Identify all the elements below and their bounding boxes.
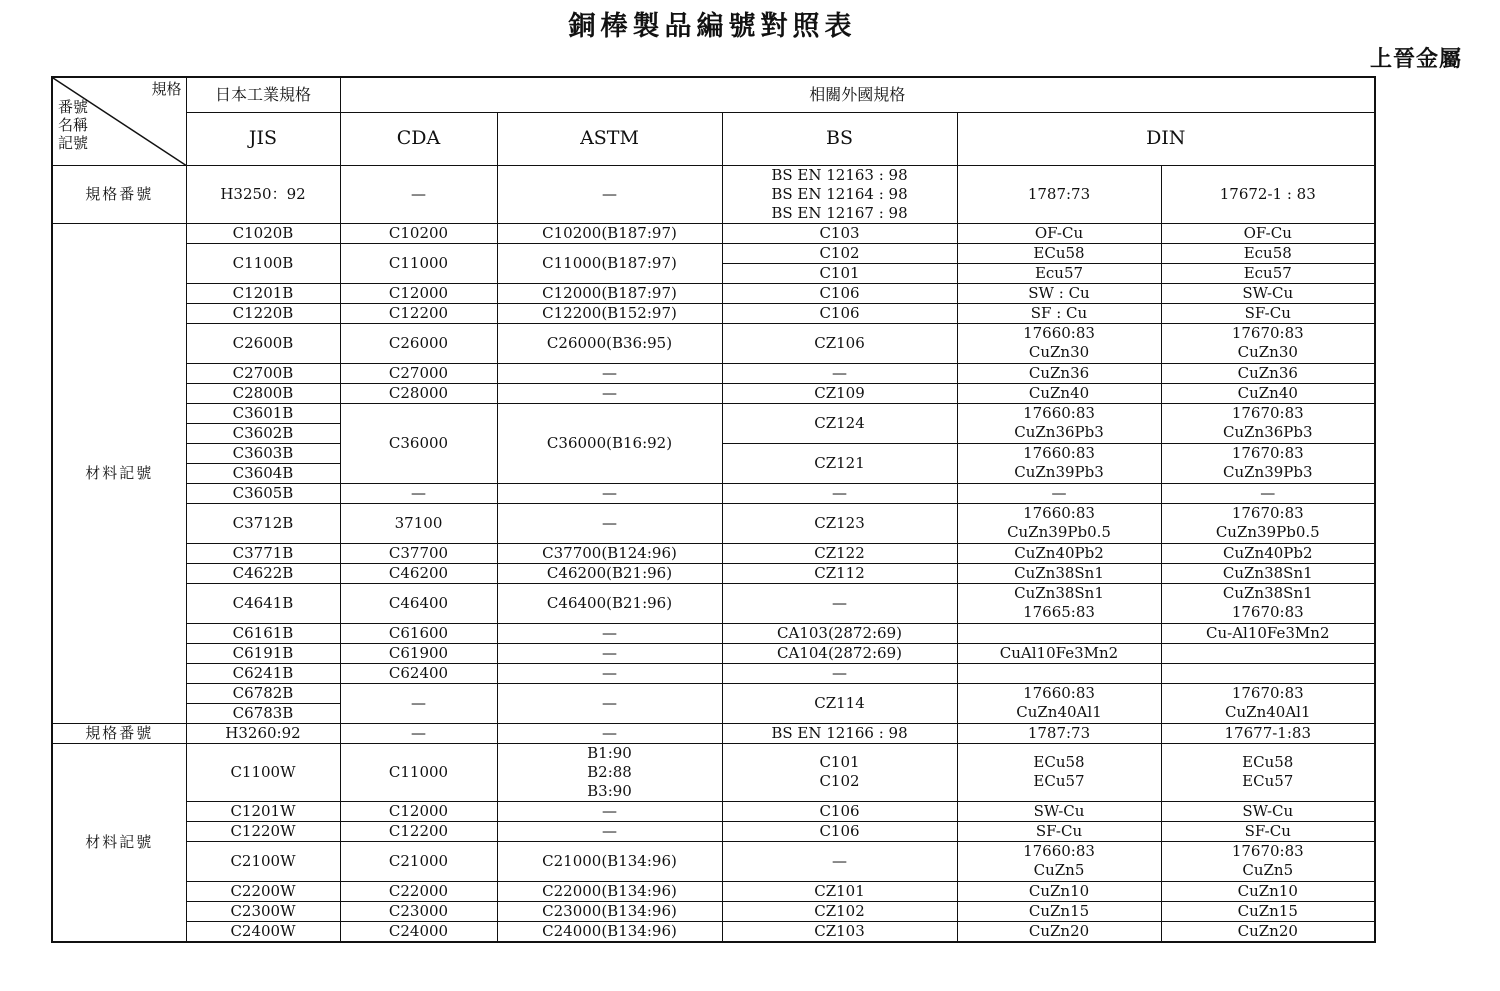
cell-jis: C3601B — [186, 403, 340, 423]
cell-cda: C12200 — [340, 821, 497, 841]
cell-bs: C106 — [722, 283, 957, 303]
cell-astm: C46200(B21:96) — [497, 563, 722, 583]
cell-din2: 17670:83 CuZn40Al1 — [1161, 683, 1375, 723]
cell-din2 — [1161, 643, 1375, 663]
cell-astm: — — [497, 483, 722, 503]
cell-din1: CuZn36 — [957, 363, 1161, 383]
cell-din2: CuZn36 — [1161, 363, 1375, 383]
material-code-label: 材料記號 — [52, 223, 186, 723]
cell-cda: C21000 — [340, 841, 497, 881]
cell-din2: SF-Cu — [1161, 821, 1375, 841]
col-header-cda: CDA — [340, 112, 497, 165]
cell-din1 — [957, 623, 1161, 643]
cell-cda: C11000 — [340, 743, 497, 801]
cell-astm: — — [497, 503, 722, 543]
cell-jis: C2800B — [186, 383, 340, 403]
cell-din1 — [957, 663, 1161, 683]
cell-jis: C4622B — [186, 563, 340, 583]
table-row — [52, 363, 1375, 383]
cell-din1: 17660:83 CuZn39Pb0.5 — [957, 503, 1161, 543]
cell-jis: C1100B — [186, 243, 340, 283]
cell-bs: — — [722, 363, 957, 383]
cell-astm: — — [497, 723, 722, 743]
cell-bs: — — [722, 483, 957, 503]
cell-bs: C103 — [722, 223, 957, 243]
cell-astm: B1:90 B2:88 B3:90 — [497, 743, 722, 801]
table-row — [52, 623, 1375, 643]
cell-din1: ECu58 — [957, 243, 1161, 263]
cell-bs: CZ114 — [722, 683, 957, 723]
cell-cda: C10200 — [340, 223, 497, 243]
cell-astm: — — [497, 683, 722, 723]
cell-astm: C11000(B187:97) — [497, 243, 722, 283]
cell-cda: C27000 — [340, 363, 497, 383]
table-row — [52, 323, 1375, 363]
cell-bs: CZ124 — [722, 403, 957, 443]
cell-jis: C6191B — [186, 643, 340, 663]
cell-bs: CA103(2872:69) — [722, 623, 957, 643]
cell-cda: C28000 — [340, 383, 497, 403]
table-row — [52, 821, 1375, 841]
cell-cda: C11000 — [340, 243, 497, 283]
cell-din2: CuZn40 — [1161, 383, 1375, 403]
foreign-group-header: 相關外國規格 — [340, 77, 1375, 112]
cell-din2: SF-Cu — [1161, 303, 1375, 323]
cell-jis: C6161B — [186, 623, 340, 643]
cell-din1: OF-Cu — [957, 223, 1161, 243]
table-row — [52, 643, 1375, 663]
cell-astm: — — [497, 383, 722, 403]
cell-din2: CuZn40Pb2 — [1161, 543, 1375, 563]
cell-cda: — — [340, 723, 497, 743]
col-header-din: DIN — [957, 112, 1375, 165]
cell-din1: SW-Cu — [957, 801, 1161, 821]
table-row — [52, 743, 1375, 801]
cell-din1: CuZn38Sn1 — [957, 563, 1161, 583]
cell-jis: H3250：92 — [186, 165, 340, 223]
jis-group-header: 日本工業規格 — [186, 77, 340, 112]
cell-din1: SF-Cu — [957, 821, 1161, 841]
cell-din1: CuZn10 — [957, 881, 1161, 901]
table-row — [52, 563, 1375, 583]
cell-jis: C2300W — [186, 901, 340, 921]
cell-jis: C1100W — [186, 743, 340, 801]
cell-din1: CuZn20 — [957, 921, 1161, 942]
cell-bs: C106 — [722, 821, 957, 841]
cell-cda: 37100 — [340, 503, 497, 543]
table-row — [52, 303, 1375, 323]
cell-jis: C2200W — [186, 881, 340, 901]
cell-jis: C3602B — [186, 423, 340, 443]
cell-jis: C1220B — [186, 303, 340, 323]
spec-number-label: 規格番號 — [52, 165, 186, 223]
cell-bs: CZ122 — [722, 543, 957, 563]
cell-din2: Ecu57 — [1161, 263, 1375, 283]
cell-cda: C12000 — [340, 283, 497, 303]
cell-jis: H3260:92 — [186, 723, 340, 743]
cell-din1: CuAl10Fe3Mn2 — [957, 643, 1161, 663]
cell-bs: CZ106 — [722, 323, 957, 363]
cell-din2: Ecu58 — [1161, 243, 1375, 263]
table-row — [52, 921, 1375, 942]
table-row — [52, 841, 1375, 881]
cell-astm: — — [497, 801, 722, 821]
cell-bs: CZ109 — [722, 383, 957, 403]
cell-bs: BS EN 12166 : 98 — [722, 723, 957, 743]
page-title: 銅棒製品編號對照表 — [568, 11, 857, 42]
cell-jis: C2100W — [186, 841, 340, 881]
table-row — [52, 403, 1375, 423]
cell-astm: C10200(B187:97) — [497, 223, 722, 243]
table-row — [52, 801, 1375, 821]
table-row — [52, 543, 1375, 563]
cell-cda: C26000 — [340, 323, 497, 363]
table-row — [52, 223, 1375, 243]
cell-cda: — — [340, 165, 497, 223]
cell-cda: C61600 — [340, 623, 497, 643]
cell-din2: 17672-1 : 83 — [1161, 165, 1375, 223]
cell-cda: C23000 — [340, 901, 497, 921]
cell-din2: SW-Cu — [1161, 283, 1375, 303]
cell-astm: — — [497, 821, 722, 841]
table-row — [52, 583, 1375, 623]
cell-astm: C46400(B21:96) — [497, 583, 722, 623]
cell-din1: 1787:73 — [957, 723, 1161, 743]
cell-astm: — — [497, 643, 722, 663]
cell-bs: C106 — [722, 303, 957, 323]
cell-din1: CuZn40 — [957, 383, 1161, 403]
cell-bs: — — [722, 841, 957, 881]
cell-bs: C106 — [722, 801, 957, 821]
cell-din1: SF : Cu — [957, 303, 1161, 323]
cell-astm: — — [497, 623, 722, 643]
cell-astm: — — [497, 663, 722, 683]
cell-din2: 17677-1:83 — [1161, 723, 1375, 743]
cell-bs: CZ121 — [722, 443, 957, 483]
cell-astm: C22000(B134:96) — [497, 881, 722, 901]
col-header-bs: BS — [722, 112, 957, 165]
cell-astm: C26000(B36:95) — [497, 323, 722, 363]
cell-astm: C36000(B16:92) — [497, 403, 722, 483]
table-row — [52, 683, 1375, 703]
cell-din2: SW-Cu — [1161, 801, 1375, 821]
corner-row-labels: 番號 名稱 記號 — [58, 98, 89, 152]
cell-bs: C102 — [722, 243, 957, 263]
cell-bs: C101 — [722, 263, 957, 283]
table-row — [52, 723, 1375, 743]
cell-bs: C101 C102 — [722, 743, 957, 801]
cell-din1: ECu58 ECu57 — [957, 743, 1161, 801]
col-header-astm: ASTM — [497, 112, 722, 165]
cell-jis: C1201B — [186, 283, 340, 303]
cell-astm: C12000(B187:97) — [497, 283, 722, 303]
table-row — [52, 483, 1375, 503]
cell-din2 — [1161, 663, 1375, 683]
cell-jis: C3604B — [186, 463, 340, 483]
cell-din2: 17670:83 CuZn39Pb0.5 — [1161, 503, 1375, 543]
cell-jis: C6782B — [186, 683, 340, 703]
cell-astm: C12200(B152:97) — [497, 303, 722, 323]
cell-jis: C2600B — [186, 323, 340, 363]
cell-jis: C1220W — [186, 821, 340, 841]
cell-astm: C21000(B134:96) — [497, 841, 722, 881]
corner-spec-label: 規格 — [151, 80, 182, 98]
cell-cda: C24000 — [340, 921, 497, 942]
cell-bs: — — [722, 663, 957, 683]
cell-din1: 17660:83 CuZn39Pb3 — [957, 443, 1161, 483]
cell-din2: CuZn38Sn1 — [1161, 563, 1375, 583]
cell-din2: CuZn38Sn1 17670:83 — [1161, 583, 1375, 623]
table-row — [52, 383, 1375, 403]
cell-bs: BS EN 12163 : 98 BS EN 12164 : 98 BS EN 12167 : 98 — [722, 165, 957, 223]
cell-astm: C24000(B134:96) — [497, 921, 722, 942]
cell-din1: 17660:83 CuZn36Pb3 — [957, 403, 1161, 443]
cell-jis: C3712B — [186, 503, 340, 543]
cell-bs: CZ103 — [722, 921, 957, 942]
cell-din2: CuZn10 — [1161, 881, 1375, 901]
cell-din2: 17670:83 CuZn30 — [1161, 323, 1375, 363]
cell-jis: C4641B — [186, 583, 340, 623]
comparison-table — [51, 76, 1376, 943]
cell-din1: 17660:83 CuZn5 — [957, 841, 1161, 881]
cell-jis: C2700B — [186, 363, 340, 383]
cell-cda: C12000 — [340, 801, 497, 821]
cell-jis: C1201W — [186, 801, 340, 821]
cell-astm: — — [497, 165, 722, 223]
cell-din1: — — [957, 483, 1161, 503]
cell-jis: C1020B — [186, 223, 340, 243]
cell-bs: — — [722, 583, 957, 623]
cell-din2: CuZn15 — [1161, 901, 1375, 921]
cell-cda: C46400 — [340, 583, 497, 623]
cell-jis: C2400W — [186, 921, 340, 942]
cell-cda: C37700 — [340, 543, 497, 563]
corner-header-cell — [52, 77, 186, 165]
cell-din1: CuZn15 — [957, 901, 1161, 921]
cell-astm: — — [497, 363, 722, 383]
table-row — [52, 881, 1375, 901]
cell-jis: C3605B — [186, 483, 340, 503]
cell-din2: — — [1161, 483, 1375, 503]
table-row — [52, 503, 1375, 543]
cell-bs: CZ123 — [722, 503, 957, 543]
cell-din2: ECu58 ECu57 — [1161, 743, 1375, 801]
cell-jis: C3603B — [186, 443, 340, 463]
cell-din1: CuZn40Pb2 — [957, 543, 1161, 563]
cell-din1: 17660:83 CuZn40Al1 — [957, 683, 1161, 723]
cell-astm: C23000(B134:96) — [497, 901, 722, 921]
table-row — [52, 663, 1375, 683]
company-name: 上晉金屬 — [1369, 47, 1462, 72]
cell-cda: C61900 — [340, 643, 497, 663]
material-code-label: 材料記號 — [52, 743, 186, 942]
cell-din2: CuZn20 — [1161, 921, 1375, 942]
cell-din2: Cu-Al10Fe3Mn2 — [1161, 623, 1375, 643]
cell-astm: C37700(B124:96) — [497, 543, 722, 563]
cell-din1: 17660:83 CuZn30 — [957, 323, 1161, 363]
cell-jis: C6783B — [186, 703, 340, 723]
cell-din1: SW : Cu — [957, 283, 1161, 303]
table-row — [52, 901, 1375, 921]
cell-bs: CZ112 — [722, 563, 957, 583]
cell-bs: CA104(2872:69) — [722, 643, 957, 663]
cell-din2: 17670:83 CuZn36Pb3 — [1161, 403, 1375, 443]
col-header-jis: JIS — [186, 112, 340, 165]
cell-bs: CZ102 — [722, 901, 957, 921]
cell-cda: C22000 — [340, 881, 497, 901]
cell-cda: C46200 — [340, 563, 497, 583]
cell-cda: — — [340, 683, 497, 723]
cell-din2: 17670:83 CuZn5 — [1161, 841, 1375, 881]
cell-cda: C12200 — [340, 303, 497, 323]
table-row — [52, 243, 1375, 263]
spec-number-label: 規格番號 — [52, 723, 186, 743]
cell-din2: OF-Cu — [1161, 223, 1375, 243]
cell-cda: C62400 — [340, 663, 497, 683]
cell-din1: CuZn38Sn1 17665:83 — [957, 583, 1161, 623]
cell-jis: C6241B — [186, 663, 340, 683]
cell-din1: 1787:73 — [957, 165, 1161, 223]
cell-cda: C36000 — [340, 403, 497, 483]
cell-cda: — — [340, 483, 497, 503]
table-row — [52, 283, 1375, 303]
cell-jis: C3771B — [186, 543, 340, 563]
cell-bs: CZ101 — [722, 881, 957, 901]
cell-din2: 17670:83 CuZn39Pb3 — [1161, 443, 1375, 483]
cell-din1: Ecu57 — [957, 263, 1161, 283]
